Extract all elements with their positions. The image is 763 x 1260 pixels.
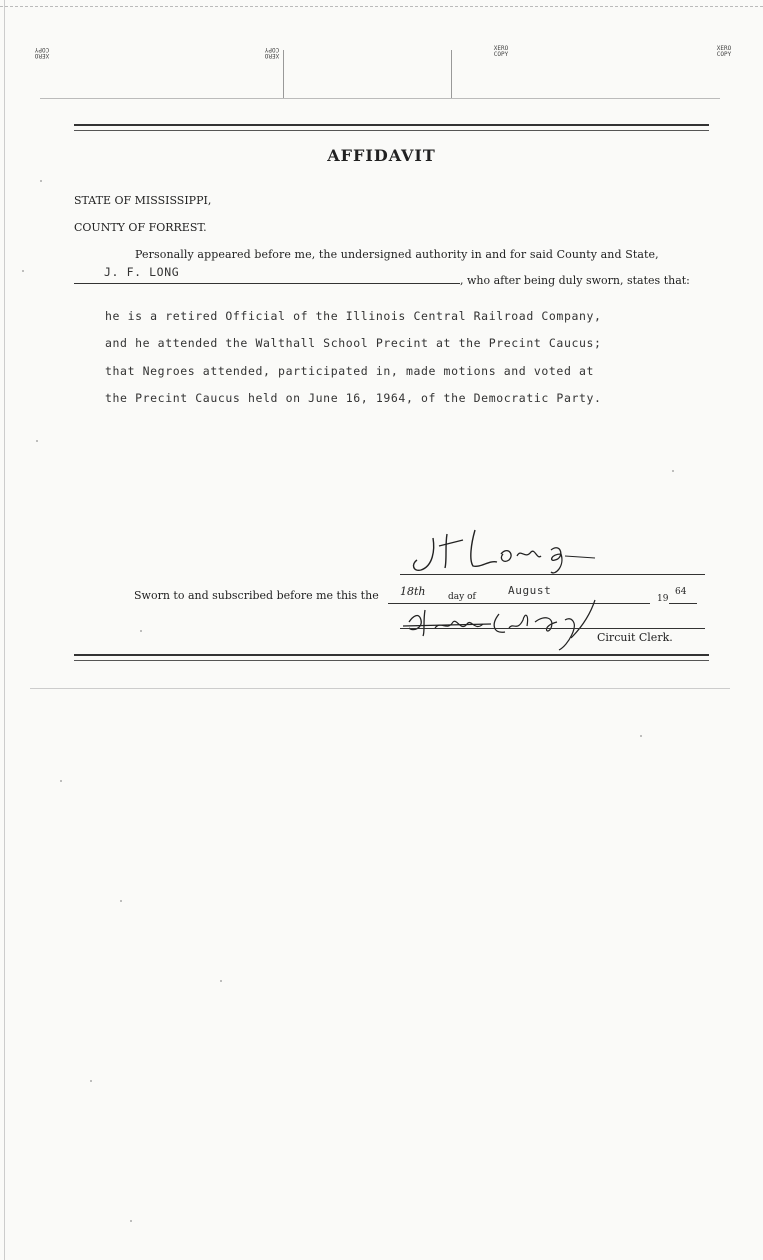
- xero-copy-stamp: XERO COPY: [493, 45, 509, 58]
- header-rule: [40, 98, 720, 99]
- affiant-signature: [405, 520, 605, 580]
- day-of-label: day of: [448, 592, 476, 602]
- jurat-text: Sworn to and subscribed before me this the: [134, 589, 379, 602]
- clerk-title: Circuit Clerk.: [597, 631, 673, 644]
- state-line: STATE OF MISSISSIPPI,: [74, 194, 212, 207]
- affiant-name-underline: [74, 283, 460, 284]
- copy-noise: [220, 980, 222, 982]
- faint-rule: [30, 688, 730, 689]
- copy-noise: [672, 470, 674, 472]
- copy-noise: [130, 1220, 132, 1222]
- year-prefix: 19: [657, 594, 669, 604]
- xero-copy-stamp: XERO COPY: [716, 45, 732, 58]
- copy-noise: [60, 780, 62, 782]
- copy-noise: [36, 440, 38, 442]
- year-suffix: 64: [675, 587, 687, 597]
- left-edge: [4, 0, 5, 1260]
- statement-line: and he attended the Walthall School Precint at the Precint Caucus;: [105, 336, 602, 350]
- copy-noise: [40, 180, 42, 182]
- copy-noise: [120, 900, 122, 902]
- statement-line: the Precint Caucus held on June 16, 1964, of the Democratic Party.: [105, 391, 602, 405]
- affiant-name: J. F. LONG: [104, 265, 180, 279]
- county-line: COUNTY OF FORREST.: [74, 221, 207, 234]
- signature-line: [400, 574, 705, 575]
- year-line: [669, 603, 697, 604]
- copy-noise: [22, 270, 24, 272]
- statement-line: he is a retired Official of the Illinois Central Railroad Company,: [105, 309, 602, 323]
- day-value: 18th: [400, 585, 426, 598]
- copy-noise: [140, 630, 142, 632]
- top-rule: [74, 124, 709, 131]
- copy-noise: [90, 1080, 92, 1082]
- copy-noise: [640, 735, 642, 737]
- month-value: August: [508, 584, 552, 597]
- header-divider: [451, 50, 452, 98]
- xero-copy-stamp: XERO COPY: [264, 46, 280, 59]
- statement-line: that Negroes attended, participated in, made motions and voted at: [105, 364, 595, 378]
- top-edge: [0, 0, 763, 7]
- document-title: AFFIDAVIT: [327, 146, 436, 165]
- header-divider: [283, 50, 284, 98]
- intro-text: Personally appeared before me, the undersigned authority in and for said County and State,: [135, 248, 659, 261]
- clerk-line: [400, 628, 705, 629]
- xero-copy-stamp: XERO COPY: [34, 46, 50, 59]
- bottom-rule: [74, 654, 709, 661]
- sworn-clause: , who after being duly sworn, states that:: [460, 274, 690, 287]
